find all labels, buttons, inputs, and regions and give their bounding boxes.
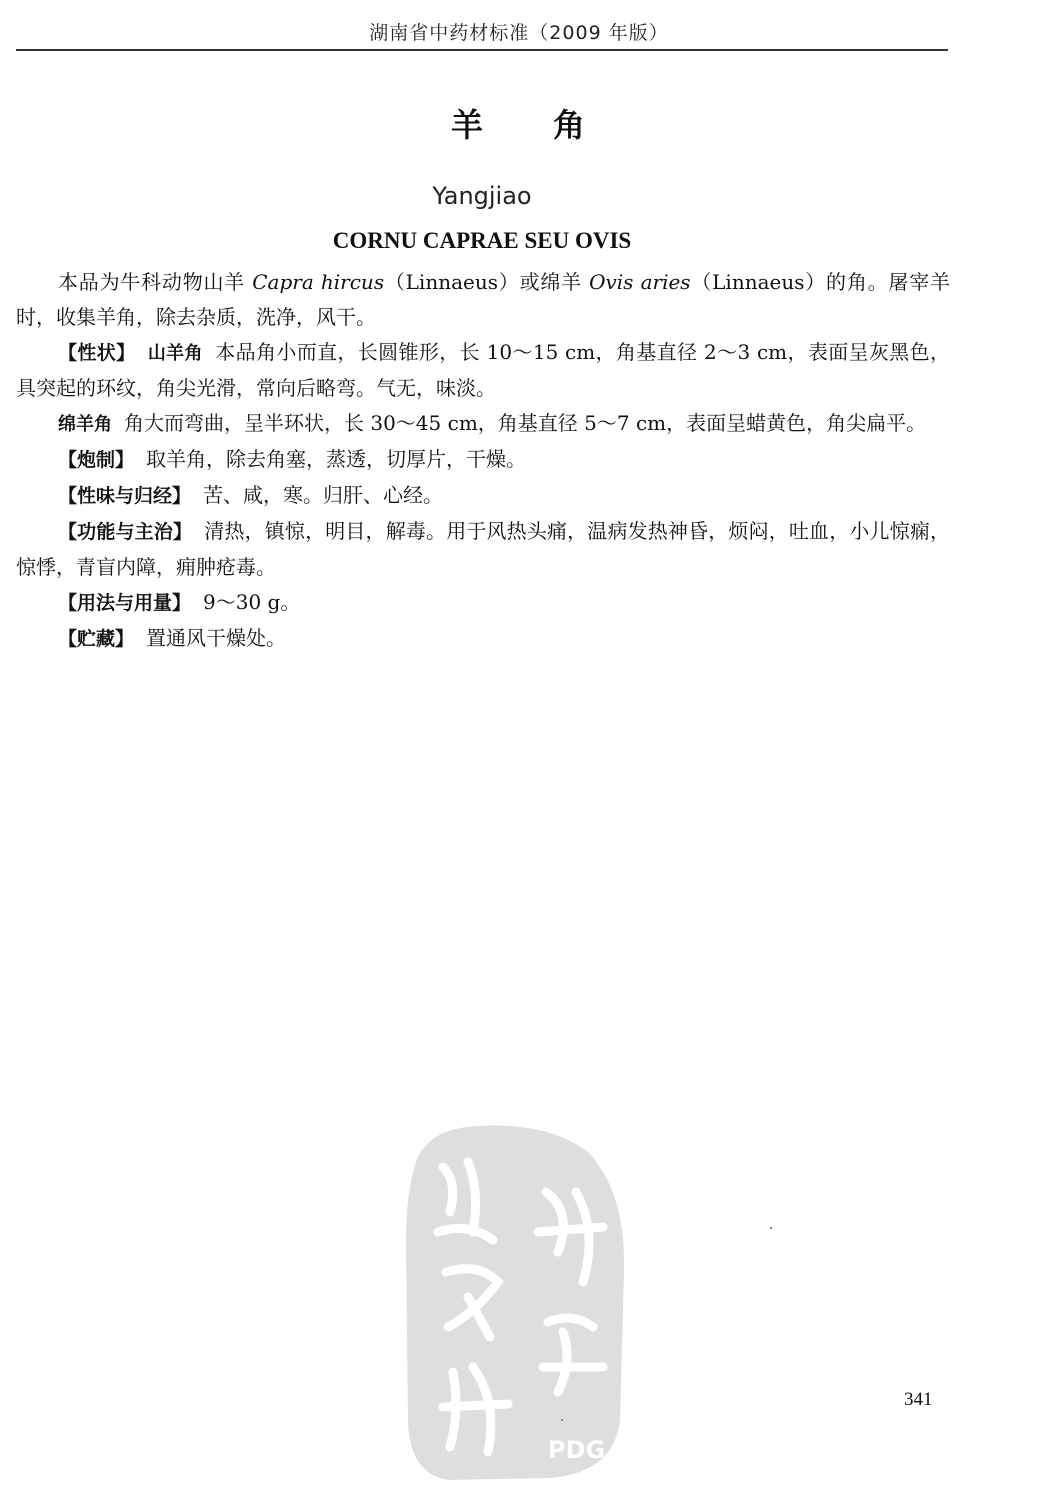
- subheading-goat-horn: 山羊角: [147, 343, 203, 364]
- running-header: 湖南省中药材标准（2009 年版）: [369, 22, 669, 44]
- watermark-label: PDG: [548, 1436, 606, 1464]
- species-name: Ovis aries: [589, 270, 691, 294]
- section-heading-dosage: 【用法与用量】: [58, 592, 192, 614]
- entry-latin-name: CORNU CAPRAE SEU OVIS: [332, 228, 632, 253]
- monograph-body: [16, 265, 950, 657]
- dosage-paragraph: 【用法与用量】 9～30 g。: [58, 590, 301, 614]
- section-heading-storage: 【贮藏】: [58, 628, 135, 650]
- processing-paragraph: 【炮制】 取羊角，除去角塞，蒸透，切厚片，干燥。: [58, 447, 527, 471]
- property-paragraph: 【性味与归经】 苦、咸，寒。归肝、心经。: [58, 483, 444, 507]
- entry-pinyin: Yangjiao: [432, 182, 532, 210]
- indication-paragraph: 【功能与主治】 清热，镇惊，明目，解毒。用于风热头痛，温病发热神昏，烦闷，吐血，小儿惊痫，惊悸，青盲内障，痈肿疮毒。: [16, 519, 950, 579]
- sheep-horn-paragraph: 绵羊角 角大而弯曲，呈半环状，长 30～45 cm，角基直径 5～7 cm，表面呈蜡黄色，角尖扁平。: [58, 411, 927, 435]
- subheading-sheep-horn: 绵羊角: [58, 414, 112, 435]
- intro-paragraph: 本品为牛科动物山羊 Capra hircus（Linnaeus）或绵羊 Ovis aries（Linnaeus）的角。屠宰羊时，收集羊角，除去杂质，洗净，风干。: [16, 270, 950, 329]
- section-heading-processing: 【炮制】: [58, 449, 135, 471]
- section-heading-description: 【性状】: [58, 342, 136, 364]
- storage-paragraph: 【贮藏】 置通风干燥处。: [58, 626, 287, 650]
- seal-watermark: [398, 1122, 630, 1484]
- entry-title: 羊 角: [450, 106, 587, 144]
- section-heading-property: 【性味与归经】: [58, 485, 192, 507]
- species-name: Capra hircus: [252, 270, 385, 294]
- section-heading-indication: 【功能与主治】: [58, 521, 193, 543]
- page-number: 341: [904, 1389, 933, 1410]
- scan-speck: [561, 1419, 563, 1421]
- description-paragraph: 【性状】 山羊角 本品角小而直，长圆锥形，长 10～15 cm，角基直径 2～3 cm，表面呈灰黑色，具突起的环纹，角尖光滑，常向后略弯。气无，味淡。: [16, 340, 951, 400]
- scan-speck: [770, 1227, 772, 1229]
- header-rule: [16, 49, 948, 51]
